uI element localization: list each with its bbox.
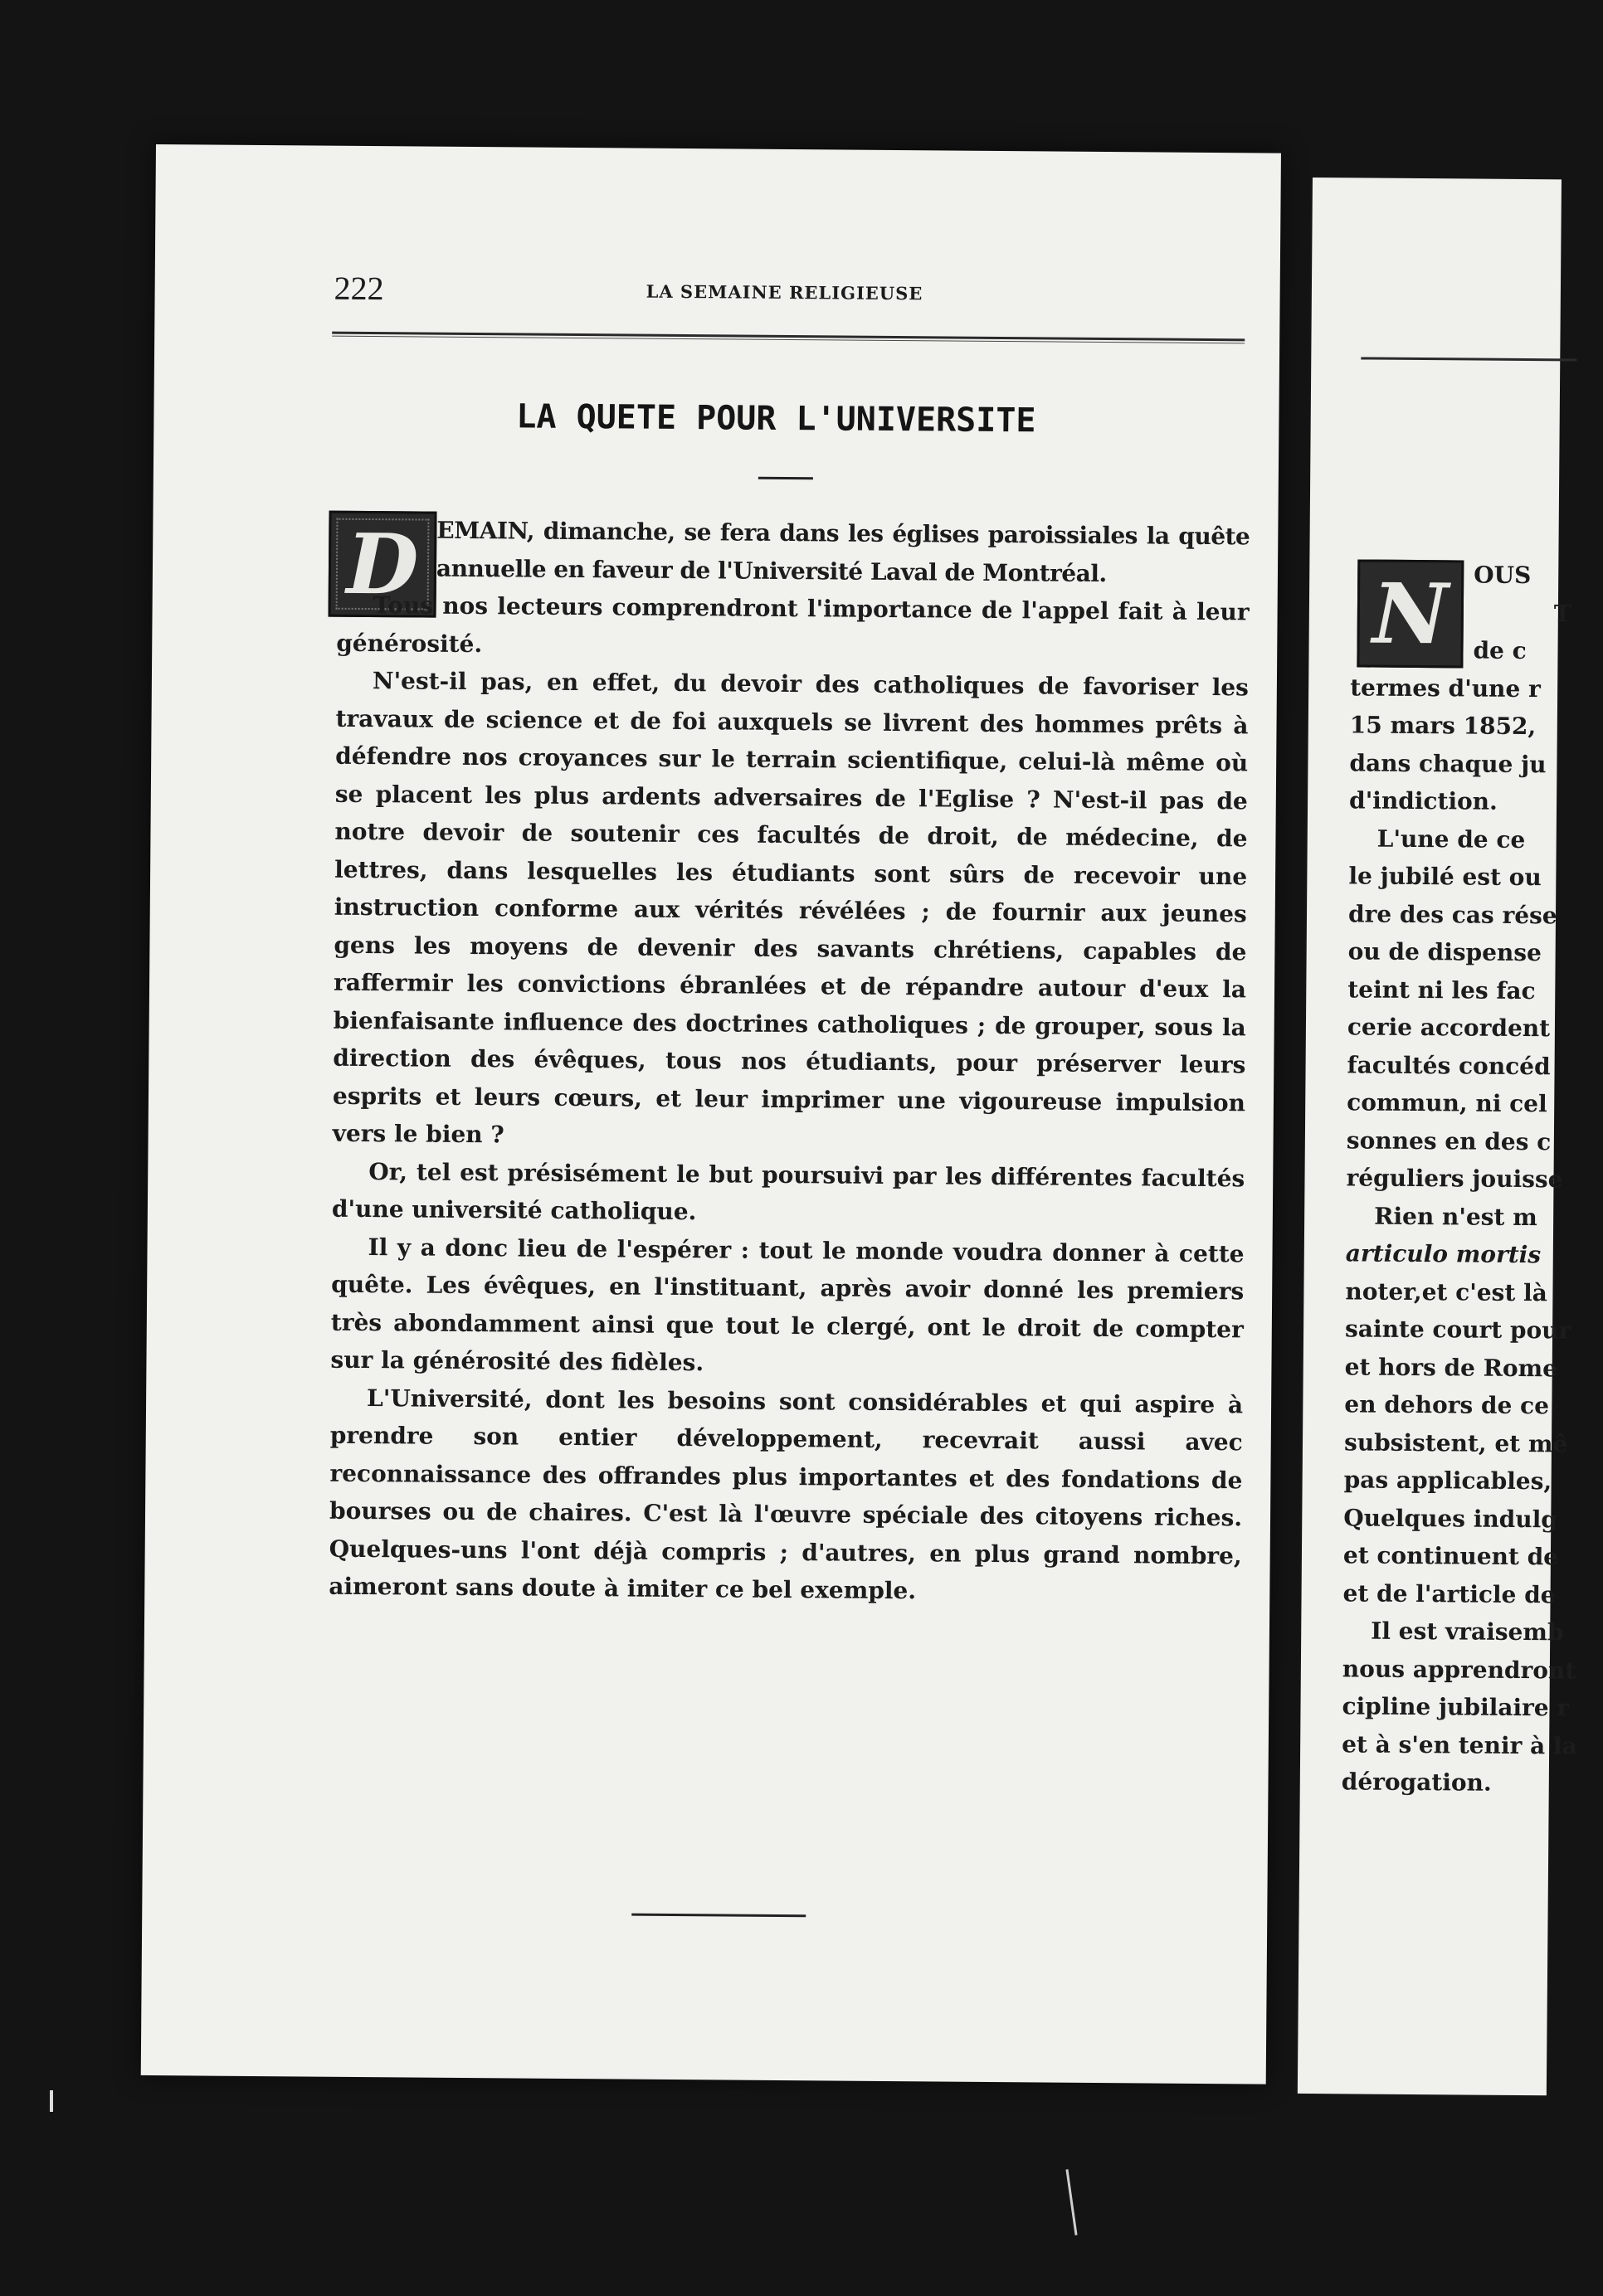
right-column-line: dans chaque ju (1349, 748, 1547, 778)
right-column-line: articulo mortis (1345, 1239, 1542, 1269)
right-column-line: nous apprendront (1342, 1654, 1576, 1685)
left-page (141, 144, 1281, 2084)
right-column-line: en dehors de ce (1344, 1390, 1550, 1420)
paragraph: L'Université, dont les besoins sont considérables et qui aspire à prendre son entier développement, recevrait aussi avec reconnaissance des offrandes plus importantes et des fondations de bourses ou de chaires. C'est là l'œuvre spéciale des citoyens riches. Quelques-uns l'ont déjà compris ; d'autres, en plus grand nombre, aimeront sans doute à imiter ce bel exemple. (329, 1384, 1244, 1605)
right-column-line: teint ni les fac (1347, 975, 1536, 1004)
page-number: 222 (334, 269, 384, 308)
first-paragraph (436, 512, 1250, 594)
right-column-line: subsistent, et mê (1343, 1428, 1568, 1457)
right-column-line: 15 mars 1852, (1349, 711, 1537, 741)
right-column-line: et hors de Rome (1344, 1352, 1558, 1382)
right-column-line: pas applicables, (1343, 1466, 1552, 1496)
right-column-line: et à s'en tenir à la (1342, 1729, 1577, 1760)
right-column-line: dre des cas rése (1347, 899, 1557, 929)
right-column-line: ou de dispense (1347, 937, 1542, 967)
paragraph: Tous nos lecteurs comprendront l'importance de l'appel fait à leur générosité. (336, 591, 1250, 658)
right-column-line: commun, ni cel (1347, 1088, 1547, 1118)
paragraph: Il y a donc lieu de l'espérer : tout le monde voudra donner à cette quête. Les évêques, en l'instituant, après avoir donné les premiers très abondamment ainsi que tout le clergé, ont le droit de compter sur la générosité des fidèles. (330, 1233, 1245, 1377)
right-column-text (1342, 555, 1601, 1802)
paragraph: N'est-il pas, en effet, du devoir des catholiques de favoriser les travaux de science et de foi auxquels se livrent des hommes prêts à défendre nos croyances sur le terrain scientifique, celui-là même où se placent les plus ardents adversaires de l'Eglise ? N'est-il pas de notre devoir de soutenir ces facultés de droit, de médecine, de lettres, dans lesquelles les étudiants sont sûrs de recevoir une instruction conforme aux vérités révélées ; de fournir aux jeunes gens les moyens de devenir des savants chrétiens, capables de raffermir les convictions ébranlées et de répandre autour d'eux la bienfaisante influence des doctrines catholiques ; de grouper, sous la direction des évêques, tous nos étudiants, pour préserver leurs esprits et leurs cœurs, et leur imprimer une vigoureuse impulsion vers le bien ? (332, 667, 1250, 1149)
article-body (329, 511, 1250, 1613)
right-column-line: Rien n'est m (1374, 1202, 1537, 1231)
right-column-line: sonnes en des c (1346, 1126, 1552, 1155)
right-column-line: et continuent de (1342, 1541, 1559, 1571)
paragraph: Or, tel est présisément le but poursuivi par les différentes facultés d'une université catholique. (331, 1157, 1245, 1226)
right-column-line: facultés concéd (1347, 1050, 1551, 1080)
right-column-line: et de l'article de (1342, 1578, 1556, 1608)
right-column-line: Il est vraisemb (1371, 1617, 1564, 1647)
drop-cap-letter: D (346, 514, 419, 614)
right-page (1298, 178, 1577, 2095)
right-column-line: L'une de ce (1376, 825, 1526, 854)
title-rule (758, 477, 813, 480)
right-column-line: cerie accordent (1347, 1013, 1551, 1043)
right-column-line: réguliers jouisse (1346, 1164, 1563, 1194)
right-column-line: T (1553, 599, 1571, 627)
right-column-line: sainte court pour (1344, 1315, 1571, 1345)
scan-mark (50, 2090, 53, 2112)
right-column-line: cipline jubilaire r (1342, 1692, 1570, 1722)
right-column-line: termes d'une r (1350, 673, 1541, 703)
right-drop-cap-letter: N (1372, 564, 1450, 664)
first-paragraph-text: EMAIN, dimanche, se fera dans les églises paroissiales la quête annuelle en faveur de l'Université Laval de Montréal. (436, 516, 1250, 587)
right-column-line: Quelques indulg (1343, 1503, 1558, 1533)
right-header-rule (1361, 357, 1576, 361)
right-column-line: de c (1473, 636, 1527, 665)
article-title: LA QUETE POUR L'UNIVERSITE (516, 397, 1036, 440)
running-head: LA SEMAINE RELIGIEUSE (646, 280, 923, 304)
right-column-line: dérogation. (1341, 1768, 1492, 1797)
right-column-line: OUS (1474, 561, 1532, 590)
right-column-line: d'indiction. (1348, 786, 1498, 815)
right-column-line: noter,et c'est là (1345, 1277, 1547, 1306)
scan-artifact (1065, 2169, 1077, 2235)
end-rule (631, 1914, 806, 1918)
right-column-line: le jubilé est ou (1348, 862, 1542, 892)
